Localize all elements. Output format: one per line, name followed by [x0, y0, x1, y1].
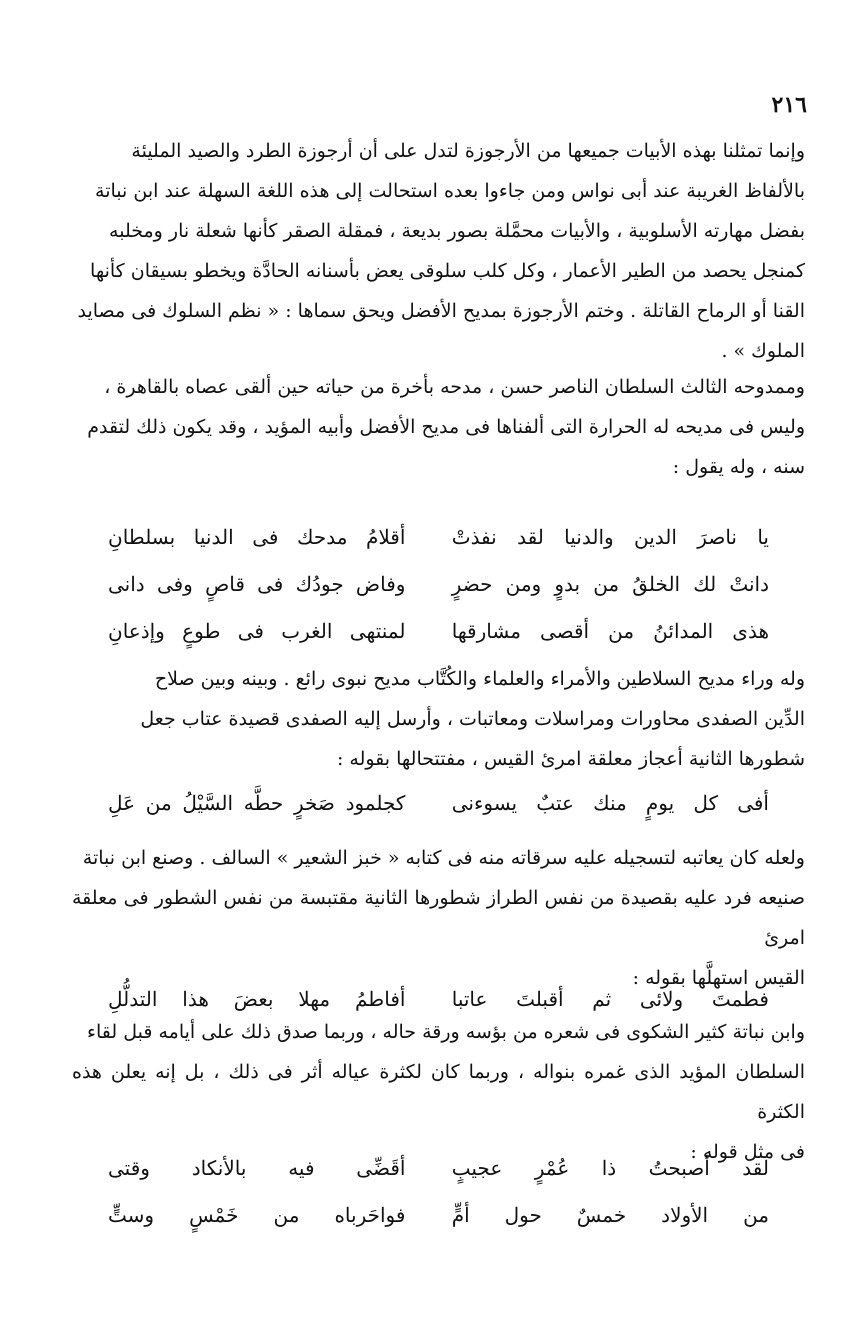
paragraph-sultan-nasir: [72, 367, 805, 487]
verse-second-hemistich: أفاطمُ مهلا بعضَ هذا التدلُّلِ: [108, 987, 406, 1011]
text-line: كمنجل يحصد من الطير الأعمار ، وكل كلب سلوقى يعض بأسنانه الحادَّة ويخطو بسيقان كأنها: [90, 260, 805, 282]
verse-line: [108, 780, 769, 827]
text-line: وابن نباتة كثير الشكوى فى شعره من بؤسه ورقة حاله ، وربما صدق ذلك على أيامه قبل لقاء: [87, 1021, 805, 1043]
text-line: وليس فى مديحه له الحرارة التى ألفناها فى مديح الأفضل وأبيه المؤيد ، وقد يكون ذلك لتقدم: [87, 416, 805, 438]
text-line: ولعله كان يعاتبه لتسجيله عليه سرقاته منه فى كتابه « خبز الشعير » السالف . وصنع ابن نباتة: [82, 847, 805, 869]
text-line: وممدوحه الثالث السلطان الناصر حسن ، مدحه بأخرة من حياته حين ألقى عصاه بالقاهرة ،: [104, 376, 805, 398]
text-line: الدِّين الصفدى محاورات ومراسلات ومعاتبات ، وأرسل إليه الصفدى قصيدة عتاب جعل: [140, 708, 805, 730]
text-line: القيس استهلَّها بقوله :: [632, 967, 805, 989]
verse-line: [108, 608, 769, 655]
paragraph-safadi: [72, 659, 805, 779]
verse-second-hemistich: كجلمود صَخرٍ حطَّه السَّيْلُ من عَلِ: [108, 791, 406, 815]
text-line: السلطان المؤيد الذى غمره بنواله ، وربما كان لكثرة عياله أثر فى ذلك ، بل إنه يعلن هذه الكثرة: [72, 1061, 805, 1123]
text-line: الملوك » .: [721, 340, 805, 362]
text-line: شطورها الثانية أعجاز معلقة امرئ القيس ، مفتتحالها بقوله :: [336, 748, 805, 770]
verse-first-hemistich: لقد أصبحتُ ذا عُمْرٍ عجيبٍ: [451, 1156, 769, 1180]
paragraph-hunting-poem: [72, 131, 805, 371]
verse-line: [108, 1192, 769, 1239]
verse-block-safadi: [108, 780, 769, 827]
text-line: سنه ، وله يقول :: [672, 456, 805, 478]
text-line: بالألفاظ الغريبة عند أبى نواس ومن جاءوا بعده استحالت إلى هذه اللغة السهلة عند ابن نباتة: [95, 180, 805, 202]
verse-second-hemistich: فواحَرباه من خَمْسٍ وستٍّ: [108, 1203, 406, 1227]
text-line: فى مثل قوله :: [690, 1141, 805, 1163]
paragraph-reply: [72, 838, 805, 998]
text-line: القنا أو الرماح القاتلة . وختم الأرجوزة بمديح الأفضل ويحق سماها : « نظم السلوك فى مصايد: [77, 300, 805, 322]
verse-first-hemistich: من الأولاد خمسٌ حول أمٍّ: [451, 1203, 769, 1227]
text-line: وإنما تمثلنا بهذه الأبيات جميعها من الأرجوزة لتدل على أن أرجوزة الطرد والصيد المليئة: [131, 140, 805, 162]
verse-second-hemistich: أقَضِّى فيه بالأنكاد وقتى: [108, 1156, 406, 1180]
text-line: صنيعه فرد عليه بقصيدة من نفس الطراز شطورها الثانية مقتبسة من نفس الشطور فى معلقة امرئ: [72, 887, 805, 949]
verse-first-hemistich: دانتْ لك الخلقُ من بدوٍ ومن حضرٍ: [451, 572, 769, 596]
verse-first-hemistich: يا ناصرَ الدين والدنيا لقد نفذتْ: [451, 525, 769, 549]
text-line: وله وراء مديح السلاطين والأمراء والعلماء والكُتَّاب مديح نبوى رائع . وبينه وبين صلاح: [154, 668, 805, 690]
text-line: بفضل مهارته الأسلوبية ، والأبيات محمَّلة بصور بديعة ، فمقلة الصقر كأنها شعلة نار ومخلبه: [109, 220, 805, 242]
verse-line: [108, 514, 769, 561]
verse-second-hemistich: أقلامُ مدحك فى الدنيا بسلطانِ: [108, 525, 406, 549]
verse-line: [108, 561, 769, 608]
page-number: ٢١٦: [771, 92, 807, 118]
verse-block-nasir: [108, 514, 769, 655]
verse-second-hemistich: لمنتهى الغرب فى طوعٍ وإذعانِ: [108, 619, 406, 643]
verse-line: [108, 1145, 769, 1192]
verse-first-hemistich: هذى المدائنُ من أقصى مشارقها: [451, 619, 769, 643]
verse-block-complaint: [108, 1145, 769, 1239]
verse-first-hemistich: أفى كل يومٍ منك عتبٌ يسوءنى: [451, 791, 769, 815]
verse-second-hemistich: وفاض جودُك فى قاصٍ وفى دانى: [108, 572, 406, 596]
verse-first-hemistich: فطمتَ ولائى ثم أقبلتَ عاتبا: [451, 987, 769, 1011]
